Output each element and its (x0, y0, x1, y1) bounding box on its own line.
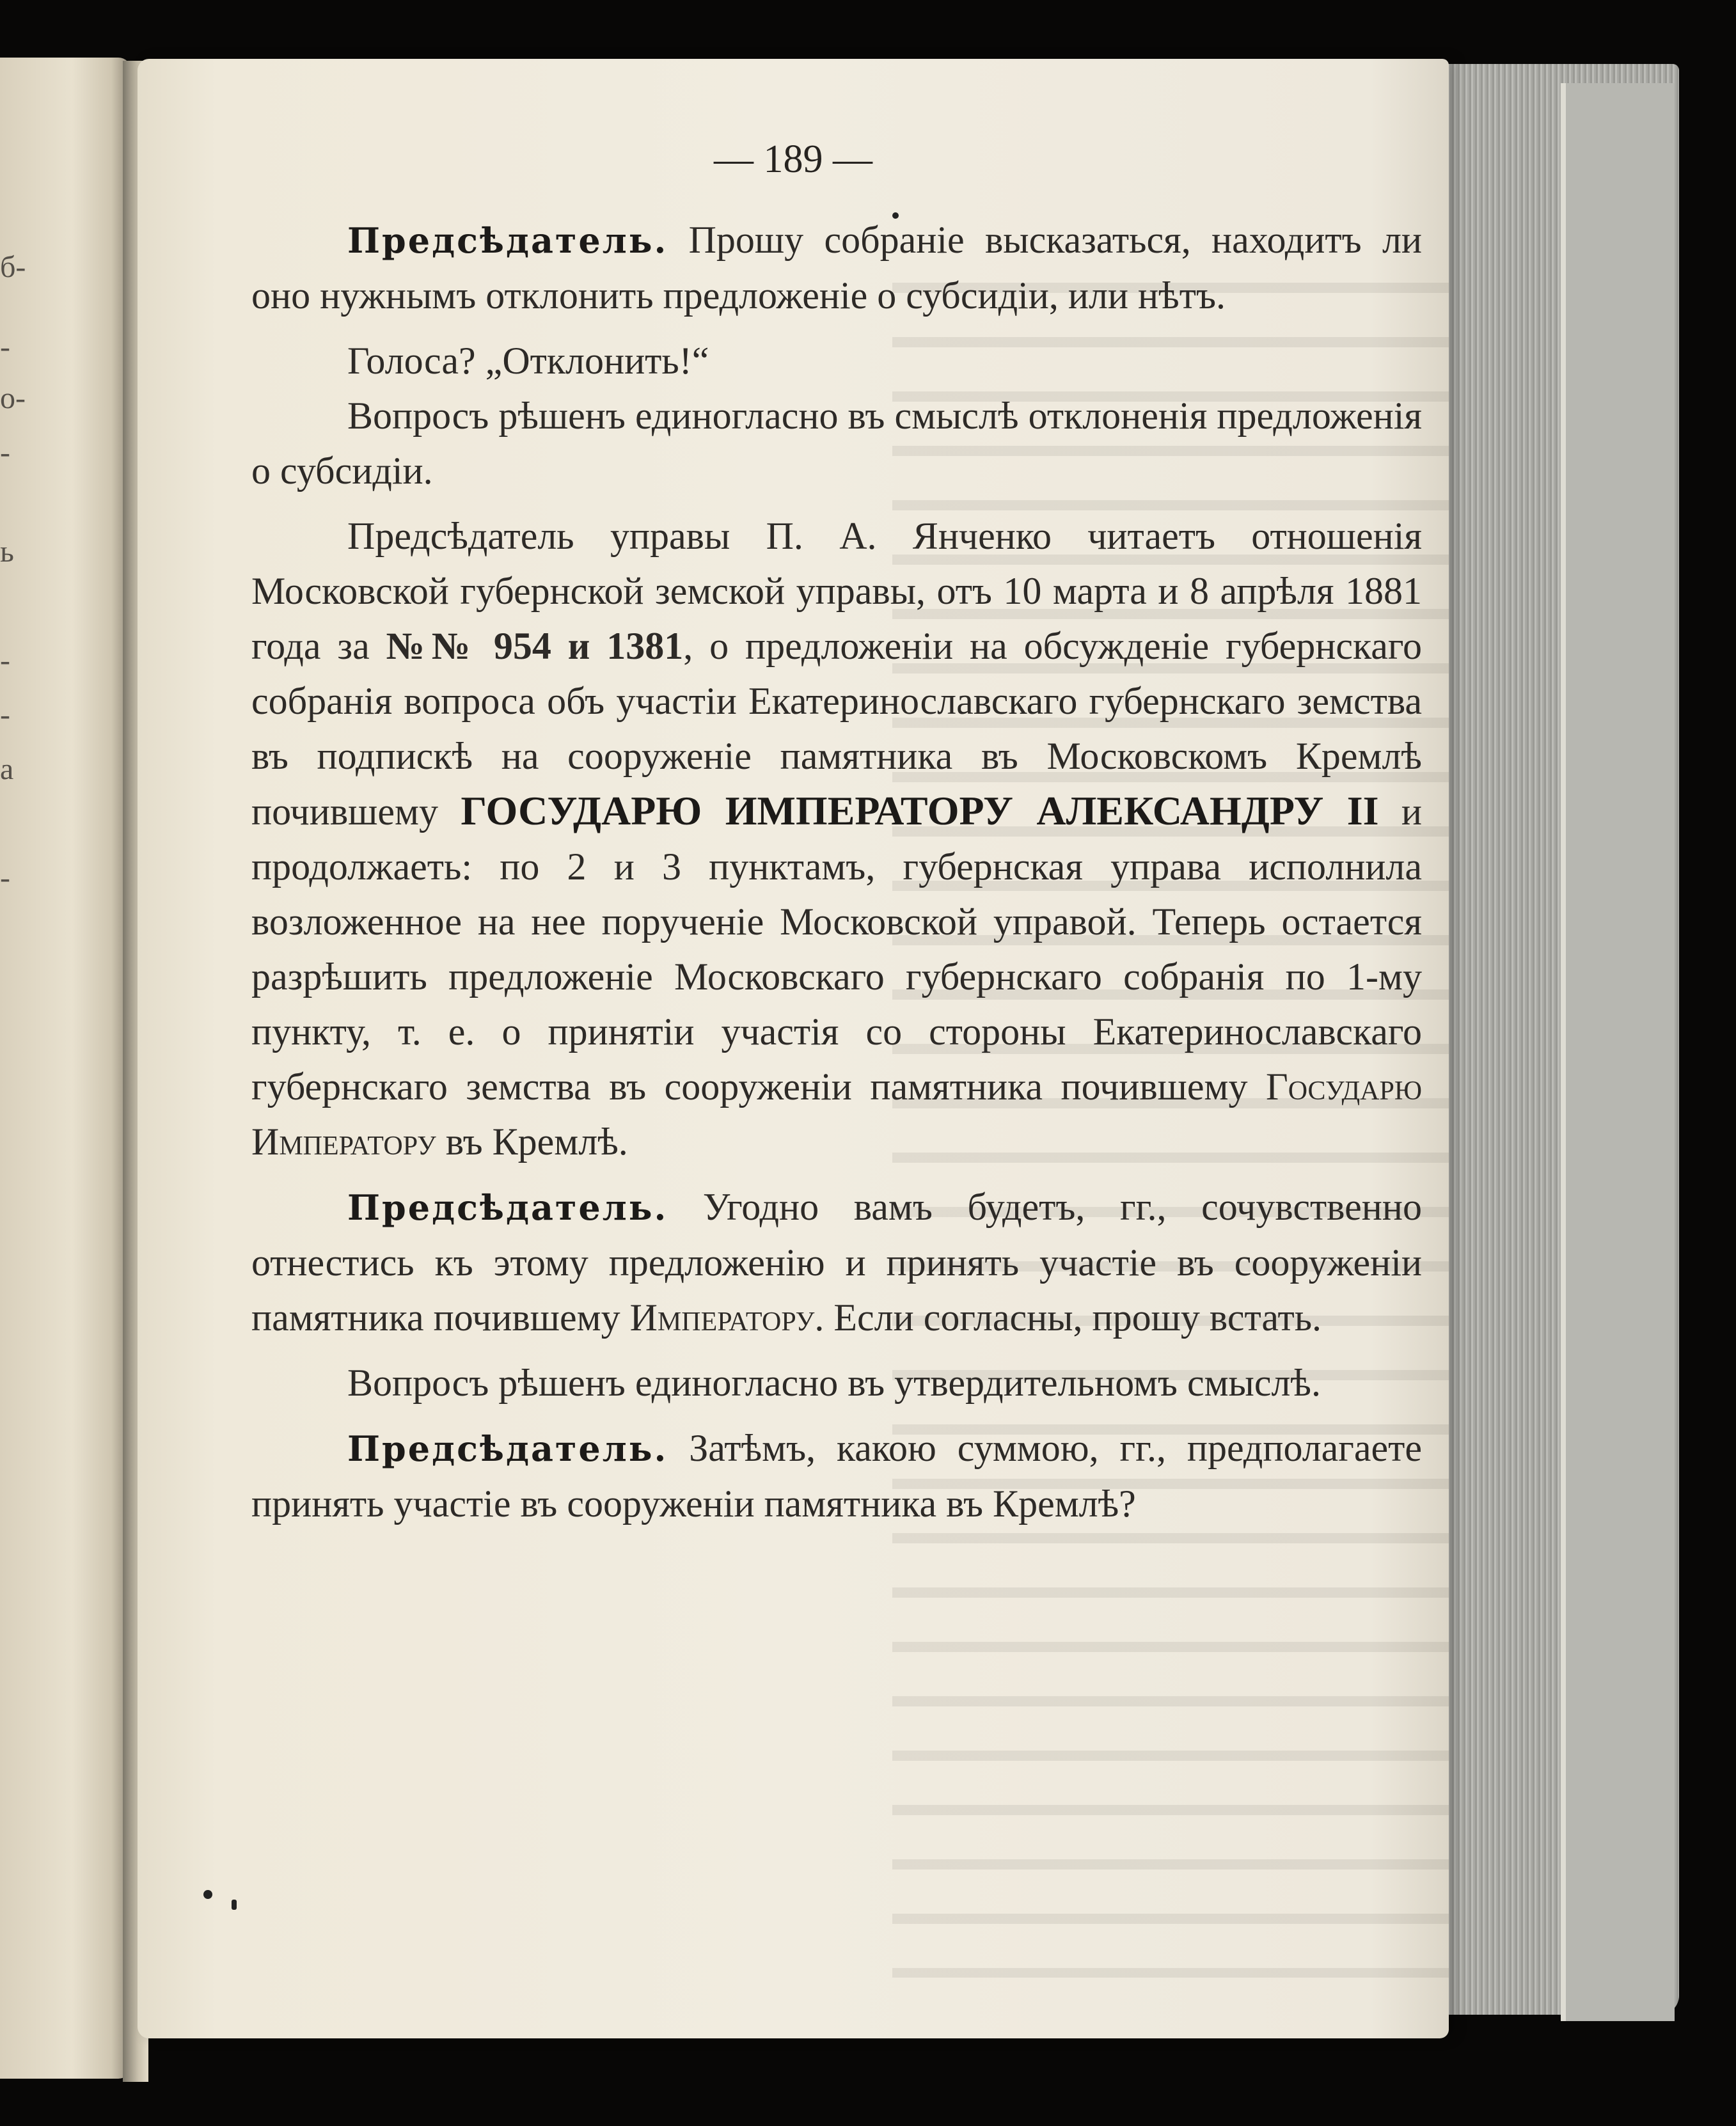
right-page (138, 59, 1449, 2038)
paragraph-text: Прошу собраніе высказаться, находитъ ли оно нужнымъ отклонить предложеніе о субсидіи, или нѣтъ. (251, 219, 1422, 317)
document-numbers: №№ 954 и 1381 (386, 625, 684, 667)
emperor-title: Императору (629, 1296, 815, 1339)
left-page-fragment: а (0, 752, 14, 786)
paragraph (251, 212, 1422, 323)
page-body (251, 212, 1422, 1541)
left-page-fragment: - (0, 330, 10, 364)
ink-speck (232, 1900, 237, 1910)
left-page-fragment: - (0, 861, 10, 895)
paragraph-text: Затѣмъ, какою суммою, гг., предполагаете принять участіе въ сооруженіи памятника въ Кремлѣ? (251, 1427, 1422, 1525)
left-page-fragment: о- (0, 381, 26, 415)
paragraph-text: и продолжаеть: по 2 и 3 пунктамъ, губернская управа исполнила возложенное на нее порученіе Московской управой. Теперь остается разрѣшить предложеніе Московскаго губернскаго собранія по 1-му пункту, т. е. о принятіи участія со стороны Екатеринославскаго губернскаго земства въ сооруженіи памятника почившему (251, 791, 1423, 1108)
left-page-fragment: ь (0, 535, 14, 569)
page-number: — 189 — (714, 138, 872, 181)
paragraph-text: Вопросъ рѣшенъ единогласно въ смыслѣ отклоненія предложенія о субсидіи. (251, 395, 1422, 492)
book-cover-edge (1561, 83, 1675, 2021)
paragraph (251, 333, 1422, 388)
paragraph-text: . Если согласны, прошу встать. (814, 1296, 1322, 1339)
paragraph-text: Вопросъ рѣшенъ единогласно въ утвердительномъ смыслѣ. (347, 1362, 1322, 1404)
paragraph-text: , о предложеніи на обсужденіе губернскаго собранія вопроса объ участіи Екатеринославскаго губернскаго земства въ подпискѣ на сооруженіе памятника въ Московскомъ Кремлѣ почившему (251, 625, 1422, 833)
paragraph-text: въ Кремлѣ. (436, 1121, 628, 1163)
paragraph-text: Угодно вамъ будетъ, гг., сочувственно отнестись къ этому предложенію и принять участіе въ сооруженіи памятника почившему (251, 1186, 1422, 1339)
left-page-fragment: б- (0, 250, 26, 284)
paragraph (251, 508, 1422, 1169)
speaker-label: Предсѣдатель. (347, 1428, 668, 1469)
sovereign-title: Государю Императору (251, 1066, 1422, 1163)
left-page-edge (0, 58, 131, 2079)
paragraph-text: Голоса? „Отклонить!“ (347, 340, 709, 382)
paragraph (251, 1421, 1422, 1531)
paragraph-text: Предсѣдатель управы П. А. Янченко читаетъ отношенія Московской губернской земской управы, отъ 10 марта и 8 апрѣля 1881 года за (251, 515, 1422, 667)
paragraph (251, 1179, 1422, 1345)
paragraph (251, 1355, 1422, 1410)
ink-speck (203, 1890, 212, 1899)
left-page-fragment: - (0, 436, 10, 469)
paragraph (251, 388, 1422, 498)
emperor-title: ГОСУДАРЮ ИМПЕРАТОРУ АЛЕКСАНДРУ II (461, 788, 1379, 833)
speaker-label: Предсѣдатель. (347, 220, 668, 261)
speaker-label: Предсѣдатель. (347, 1187, 668, 1228)
left-page-fragment: - (0, 698, 10, 732)
left-page-fragment: - (0, 643, 10, 677)
